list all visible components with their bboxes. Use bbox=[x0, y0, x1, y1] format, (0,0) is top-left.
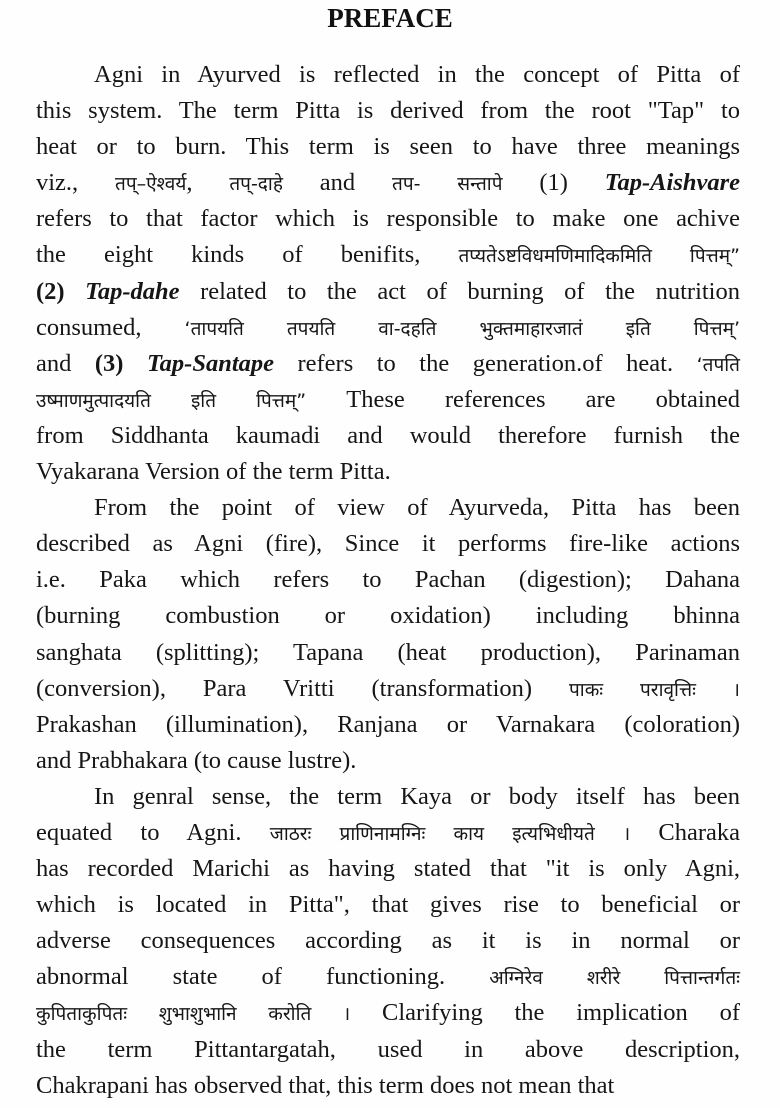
text-span: Charaka bbox=[630, 818, 741, 846]
text-span: that gives rise to beneficial or bbox=[349, 891, 740, 919]
text-span: (to cause lustre). bbox=[187, 746, 357, 774]
paragraph-p3 bbox=[36, 779, 740, 1104]
text-span: which is located in bbox=[36, 891, 289, 919]
emphasis-text: Prabhakara bbox=[77, 746, 188, 774]
text-span: (illumination), bbox=[136, 710, 338, 738]
text-span: or body itself has been bbox=[452, 782, 740, 810]
text-span: and bbox=[282, 169, 392, 197]
devanagari-text: ‘तापयति तपयति वा-दहति भुक्तमाहारजातं इति पित्तम्’ bbox=[184, 317, 741, 340]
text-span: equated to bbox=[36, 818, 187, 846]
text-line bbox=[36, 635, 740, 671]
text-line bbox=[36, 779, 740, 815]
text-line bbox=[36, 418, 740, 454]
devanagari-text: तप्-दाहे bbox=[229, 173, 283, 196]
text-line bbox=[36, 346, 740, 382]
emphasis-text: Pitta. bbox=[339, 458, 391, 486]
emphasis-text: Agni bbox=[94, 61, 143, 88]
text-line bbox=[36, 743, 740, 779]
emphasis-text: Ranjana bbox=[337, 710, 418, 738]
text-span: (burning combustion or oxidation) including bbox=[36, 602, 674, 630]
text-line bbox=[36, 671, 740, 707]
text-line bbox=[36, 237, 740, 273]
devanagari-text: उष्माणमुत्पादयति इति पित्तम्” bbox=[36, 389, 307, 412]
text-span: (splitting); bbox=[121, 638, 293, 666]
text-line bbox=[36, 526, 740, 562]
text-span: (coloration) bbox=[595, 710, 741, 738]
text-span: (conversion), bbox=[36, 674, 203, 702]
text-span: described as bbox=[36, 530, 195, 558]
text-line bbox=[36, 923, 740, 959]
text-span: Clarifying the implication of bbox=[350, 999, 741, 1027]
text-span: (fire), Since it performs fire-like actions bbox=[243, 530, 740, 558]
text-span: or bbox=[417, 710, 496, 738]
emphasis-text: Pitta bbox=[656, 61, 702, 88]
emphasis-text: Tap-Aishvare bbox=[604, 169, 741, 197]
emphasis-text: Pittantargatah, bbox=[194, 1035, 336, 1063]
document-body bbox=[36, 57, 740, 1104]
text-span: adverse consequences according as it is in normal or bbox=[36, 927, 740, 955]
text-span: (heat production), bbox=[363, 638, 636, 666]
text-span: viz., bbox=[36, 169, 116, 197]
text-span: and bbox=[36, 746, 78, 774]
emphasis-text: Para Vritti bbox=[202, 674, 335, 702]
text-span: (1) bbox=[502, 169, 605, 197]
text-line bbox=[36, 815, 740, 851]
text-span: of bbox=[701, 61, 740, 88]
text-span: is derived from the root bbox=[340, 97, 648, 125]
text-span: In genral sense, the term bbox=[94, 782, 401, 810]
emphasis-text: Agni bbox=[194, 530, 244, 558]
text-span: Chakrapani has observed that, this term does not mean that bbox=[36, 1071, 615, 1099]
text-line bbox=[36, 454, 740, 490]
emphasis-text: (2) bbox=[36, 277, 86, 305]
text-span: heat or to burn. This term is seen to have three meanings bbox=[36, 133, 740, 161]
emphasis-text: Parinaman bbox=[635, 638, 740, 666]
emphasis-text: Pachan bbox=[414, 566, 486, 594]
text-span: refers to the generation.of heat. bbox=[274, 349, 697, 377]
emphasis-text: Prakashan bbox=[36, 710, 137, 738]
text-span: , bbox=[186, 169, 230, 197]
text-span: which refers to bbox=[146, 566, 415, 594]
text-span: From the point of view of Ayurveda, bbox=[94, 494, 572, 522]
emphasis-text: Paka bbox=[99, 566, 147, 594]
emphasis-text: Pitta bbox=[295, 97, 341, 125]
devanagari-text: जाठरः प्राणिनामग्निः काय इत्यभिधीयते । bbox=[269, 822, 631, 845]
emphasis-text: Tapana bbox=[293, 638, 364, 666]
text-line bbox=[36, 93, 740, 129]
text-line bbox=[36, 995, 740, 1031]
text-span: and would therefore furnish the bbox=[320, 421, 740, 449]
text-span: consumed, bbox=[36, 313, 185, 341]
devanagari-text: तप्यतेऽष्टविधमणिमादिकमिति पित्तम्” bbox=[458, 245, 740, 268]
text-span: in Ayurved is reflected in the concept of bbox=[143, 61, 657, 88]
text-span: refers to that factor which is responsible to make one achive bbox=[36, 205, 740, 233]
emphasis-text: Vyakarana bbox=[36, 458, 140, 486]
devanagari-text: पाकः परावृत्तिः । bbox=[569, 678, 740, 701]
emphasis-text: bhinna bbox=[673, 602, 740, 630]
emphasis-text: Pitta bbox=[571, 494, 617, 522]
page-title: PREFACE bbox=[327, 3, 453, 33]
text-span: related to the act of burning of the nutrition bbox=[179, 277, 740, 305]
devanagari-text: तप- सन्तापे bbox=[392, 173, 503, 196]
text-line bbox=[36, 129, 740, 165]
text-span: Version of the term bbox=[139, 458, 340, 486]
text-line bbox=[36, 490, 740, 526]
emphasis-text: Agni. bbox=[186, 818, 242, 846]
text-line bbox=[36, 274, 740, 310]
text-span: to bbox=[704, 97, 741, 125]
text-line bbox=[36, 310, 740, 346]
text-span bbox=[241, 819, 269, 846]
text-line bbox=[36, 201, 740, 237]
text-span: (digestion); bbox=[485, 566, 666, 594]
text-line bbox=[36, 382, 740, 418]
text-span: abnormal state of functioning. bbox=[36, 963, 490, 991]
devanagari-text: तप्–ऐश्वर्य bbox=[115, 173, 187, 196]
emphasis-text: sanghata bbox=[36, 638, 122, 666]
text-line bbox=[36, 165, 740, 201]
devanagari-text: कुपिताकुपितः शुभाशुभानि करोति । bbox=[36, 1003, 351, 1026]
text-span: the eight kinds of benifits, bbox=[36, 241, 459, 269]
emphasis-text: Dahana bbox=[665, 566, 740, 594]
text-line bbox=[36, 1068, 740, 1104]
emphasis-text: Tap-dahe bbox=[85, 277, 180, 305]
text-span: i.e. bbox=[36, 566, 100, 594]
text-span: These references are obtained bbox=[306, 385, 740, 413]
text-span: and bbox=[36, 349, 95, 377]
emphasis-text: Tap-Santape bbox=[146, 349, 274, 377]
text-line bbox=[36, 57, 740, 93]
emphasis-text: (3) bbox=[94, 349, 147, 377]
text-span: the term bbox=[36, 1035, 195, 1063]
text-line bbox=[36, 851, 740, 887]
emphasis-text: Varnakara bbox=[495, 710, 596, 738]
text-line bbox=[36, 562, 740, 598]
emphasis-text: Pitta", bbox=[288, 891, 350, 919]
devanagari-text: अग्निरेव शरीरे पित्तान्तर्गतः bbox=[489, 967, 741, 990]
text-span: has recorded Marichi as having stated that "it is only bbox=[36, 855, 685, 883]
text-span: used in above description, bbox=[335, 1035, 741, 1063]
text-line bbox=[36, 1032, 740, 1068]
devanagari-text: ‘तपति bbox=[696, 353, 740, 376]
paragraph-p2 bbox=[36, 490, 740, 779]
emphasis-text: "Tap" bbox=[647, 97, 705, 125]
text-span: from bbox=[36, 421, 111, 449]
emphasis-text: Kaya bbox=[400, 782, 453, 810]
emphasis-text: Agni, bbox=[684, 855, 740, 883]
text-line bbox=[36, 598, 740, 634]
text-span: this system. The term bbox=[36, 97, 296, 125]
paragraph-p1 bbox=[36, 57, 740, 490]
text-span: (transformation) bbox=[334, 674, 569, 702]
text-span: has been bbox=[616, 494, 740, 522]
text-line bbox=[36, 707, 740, 743]
emphasis-text: Siddhanta kaumadi bbox=[110, 421, 321, 449]
text-line bbox=[36, 887, 740, 923]
text-line bbox=[36, 959, 740, 995]
